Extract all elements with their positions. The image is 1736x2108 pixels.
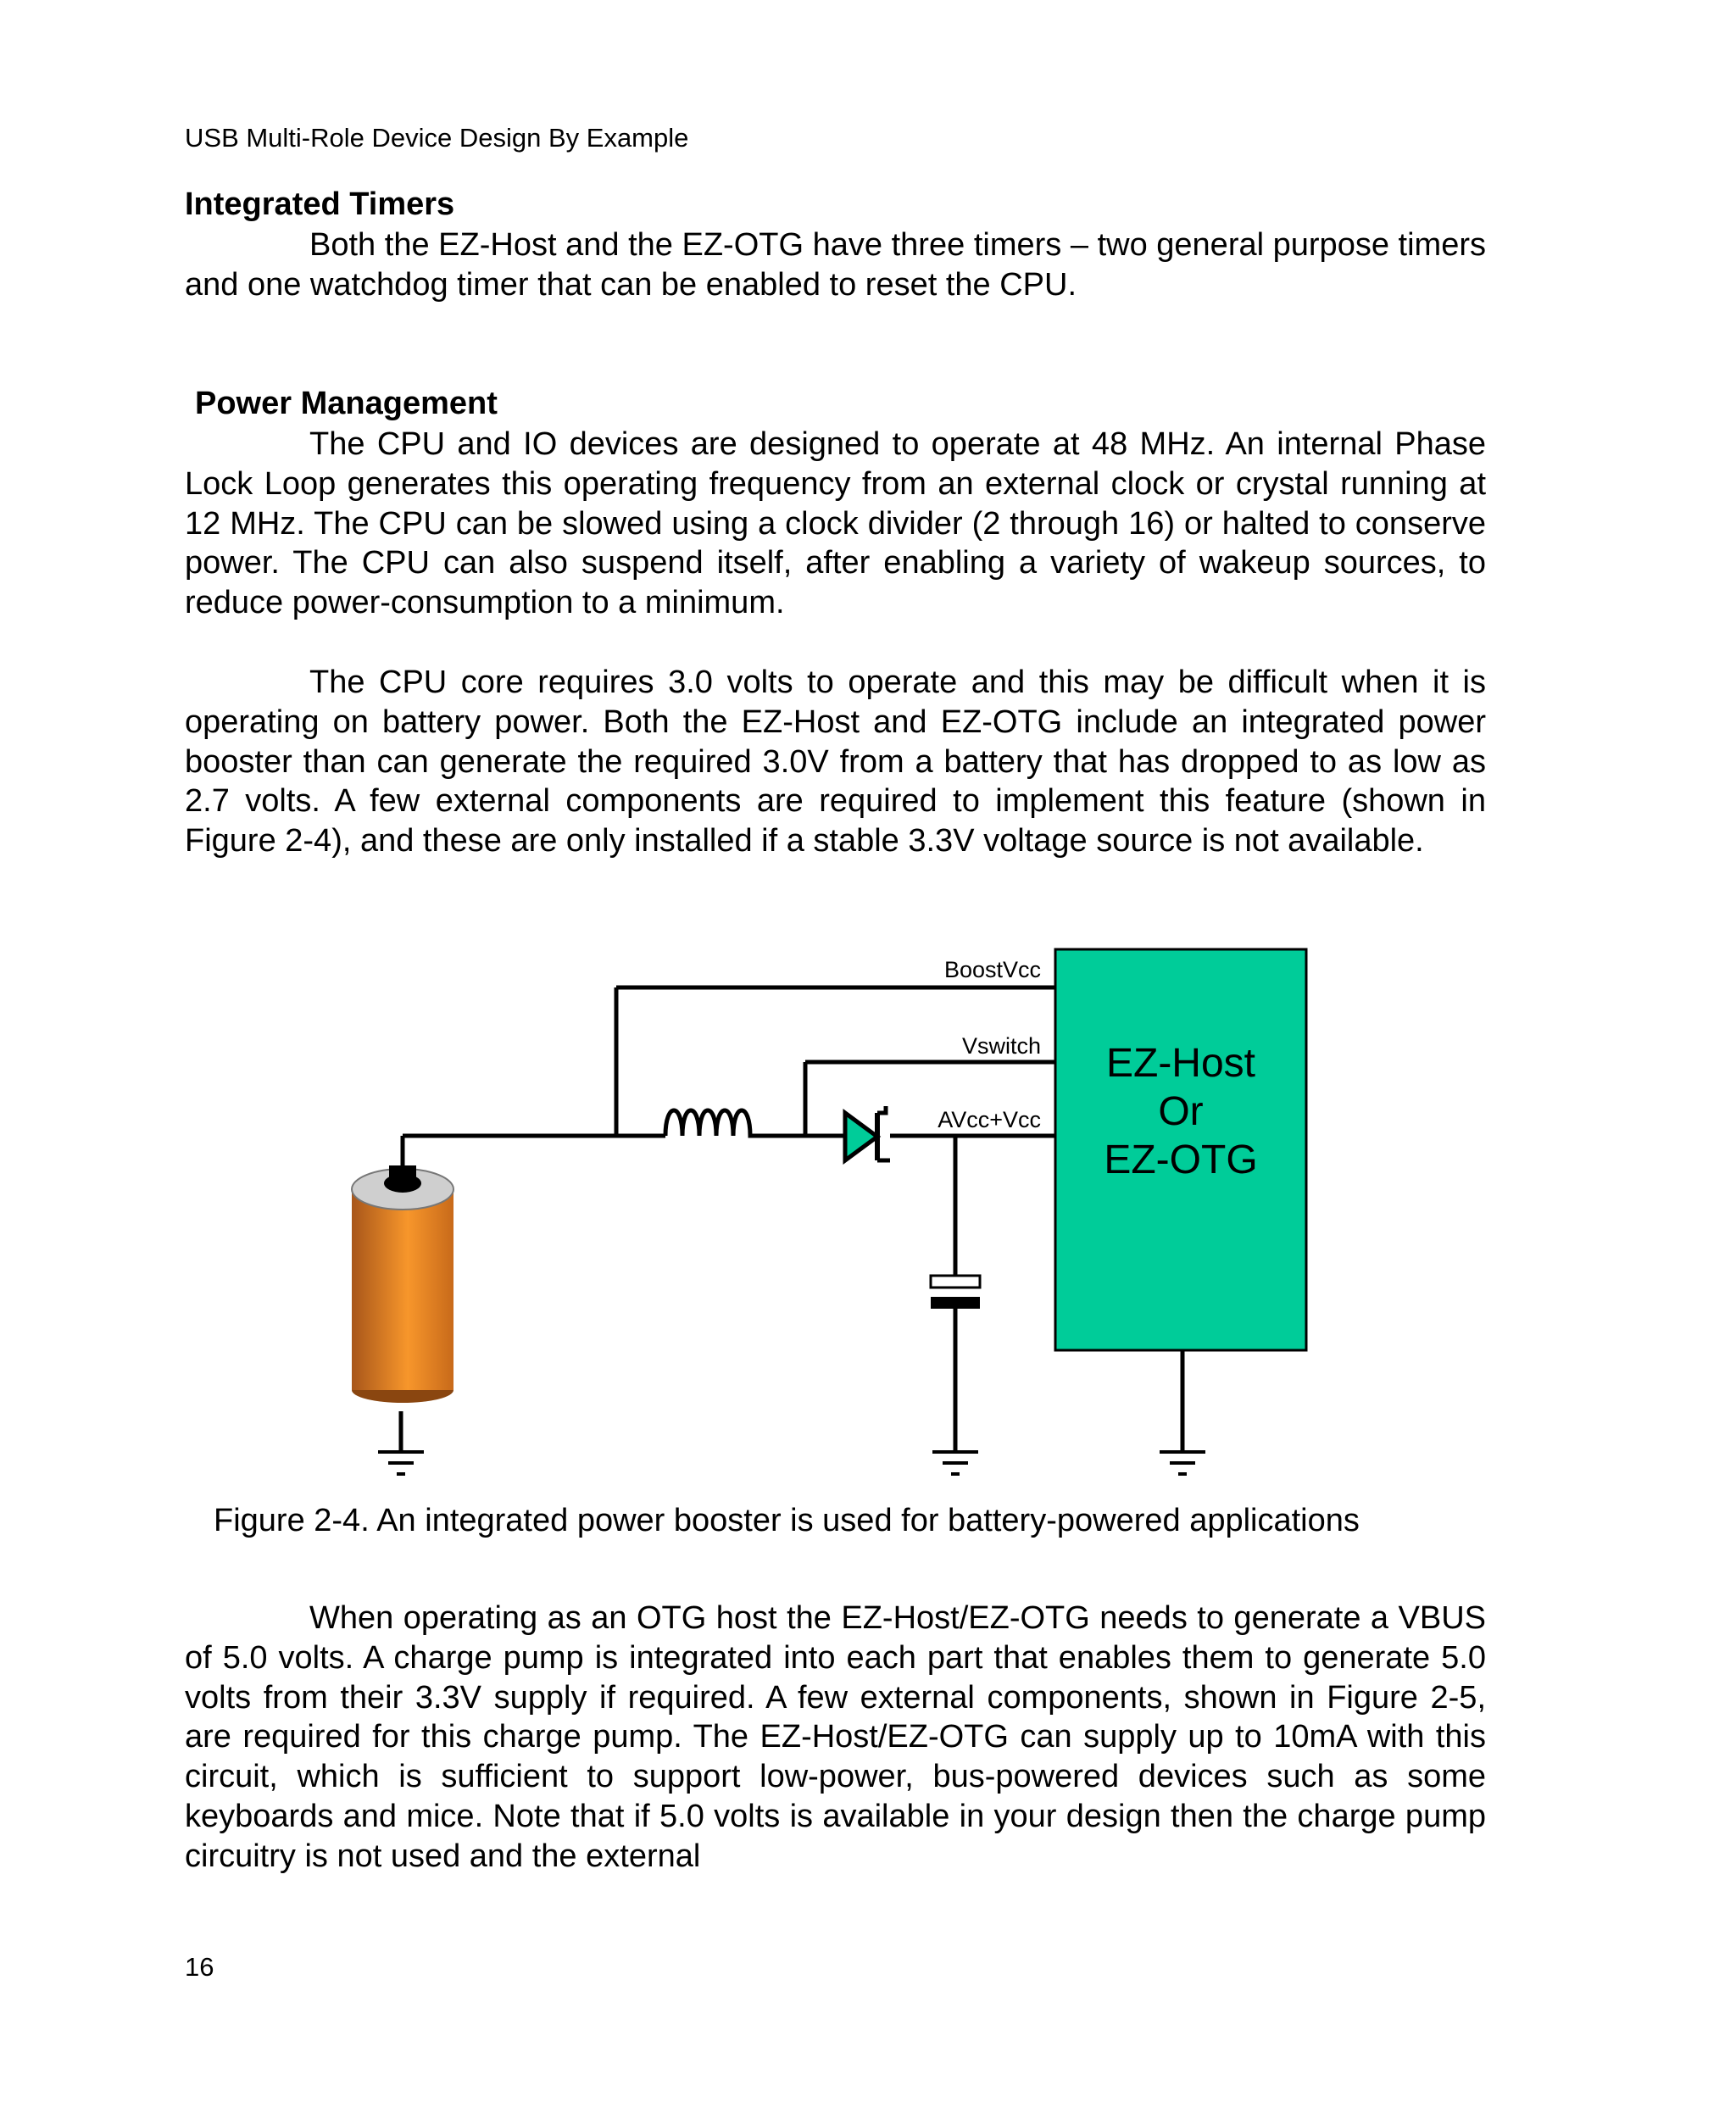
running-header: USB Multi-Role Device Design By Example: [185, 123, 689, 153]
paragraph-timers: Both the EZ-Host and the EZ-OTG have three timers – two general purpose timers and one watchdog timer that can be enabled to reset the CPU.: [185, 227, 1486, 303]
pin-label-boostvcc: BoostVcc: [943, 957, 1041, 982]
pin-label-avcc: AVcc+Vcc: [938, 1107, 1041, 1132]
paragraph-power-1: The CPU and IO devices are designed to operate at 48 MHz. An internal Phase Lock Loop generates this operating frequency from an external clock or crystal running at 12 MHz. The CPU can be slowed using a clock divider (2 through 16) or halted to conserve power. The CPU can also suspend itself, after enabling a variety of wakeup sources, to reduce power-consumption to a minimum.: [185, 426, 1486, 621]
section-heading-power: Power Management: [195, 386, 498, 421]
chip-label-line2: Or: [1158, 1089, 1204, 1134]
pin-label-vswitch: Vswitch: [961, 1033, 1041, 1059]
battery-icon: [352, 1165, 453, 1403]
figure-caption: Figure 2-4. An integrated power booster is used for battery-powered applications: [214, 1503, 1360, 1538]
capacitor-icon: [931, 1276, 980, 1309]
ground-symbol-chip: [1160, 1452, 1205, 1474]
paragraph-power-2: The CPU core requires 3.0 volts to operate and this may be difficult when it is operating on battery power. Both the EZ-Host and EZ-OTG include an integrated power booster than can generate the required 3.0V from a battery that has dropped to as low as 2.7 volts. A few external components are required to implement this feature (shown in Figure 2-4), and these are only installed if a stable 3.3V voltage source is not available.: [185, 665, 1486, 859]
chip-label-line1: EZ-Host: [1105, 1041, 1256, 1086]
chip-label-line3: EZ-OTG: [1104, 1137, 1258, 1182]
page-number: 16: [185, 1952, 214, 1982]
section-heading-timers: Integrated Timers: [185, 186, 455, 222]
paragraph-power-3: When operating as an OTG host the EZ-Host/EZ-OTG needs to generate a VBUS of 5.0 volts. A charge pump is integrated into each part that enables them to generate 5.0 volts from their 3.3V supply if required. A few external components, shown in Figure 2-5, are required for this charge pump. The EZ-Host/EZ-OTG can supply up to 10mA with this circuit, which is sufficient to support low-power, bus-powered devices such as some keyboards and mice. Note that if 5.0 volts is available in your design then the charge pump circuitry is not used and the external: [185, 1600, 1486, 1874]
diode-icon: [845, 1106, 890, 1160]
inductor-icon: [665, 1110, 759, 1136]
ground-symbol-battery: [378, 1452, 424, 1474]
ground-symbol-capacitor: [932, 1452, 978, 1474]
